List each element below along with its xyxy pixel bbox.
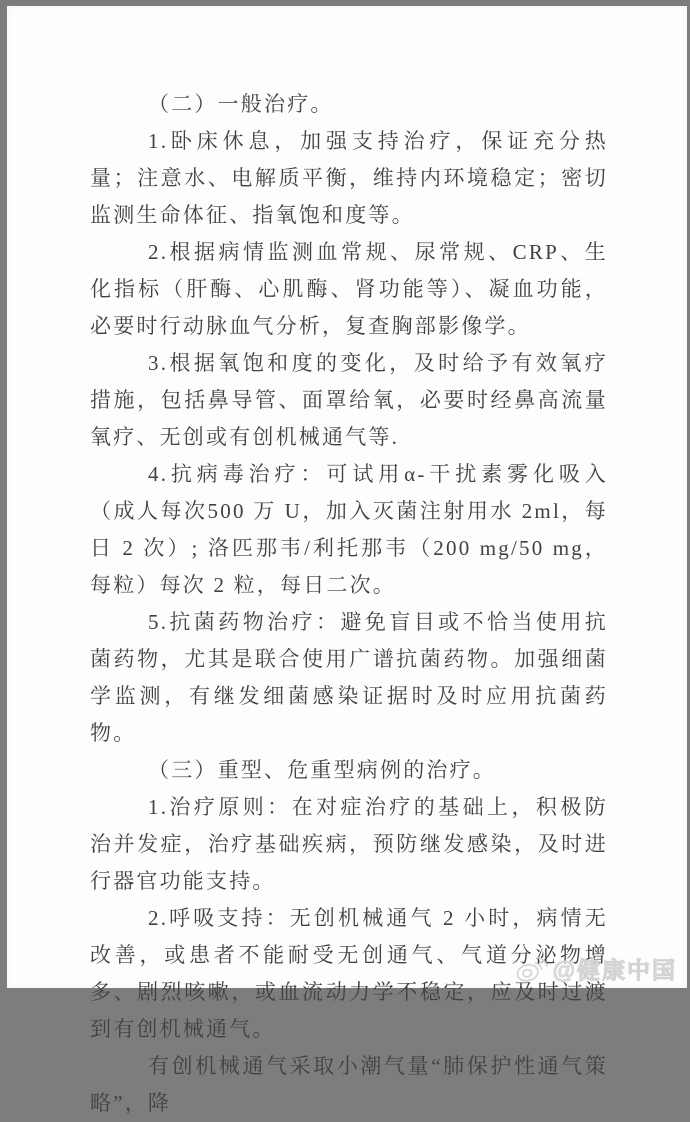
weibo-icon bbox=[515, 954, 549, 983]
doc-paragraph: 4.抗病毒治疗：可试用α-干扰素雾化吸入（成人每次500 万 U，加入灭菌注射用水 2ml，每日 2 次）; 洛匹那韦/利托那韦（200 mg/50 mg，每粒）每次 2 粒，每日二次。 bbox=[90, 462, 608, 597]
doc-paragraph: 2.呼吸支持：无创机械通气 2 小时，病情无改善，或患者不能耐受无创通气、气道分泌物增多、剧烈咳嗽，或血流动力学不稳定，应及时过渡到有创机械通气。 bbox=[90, 906, 608, 1041]
doc-paragraph: 1.治疗原则：在对症治疗的基础上，积极防治并发症，治疗基础疾病，预防继发感染，及时进行器官功能支持。 bbox=[90, 795, 608, 893]
doc-paragraph: 5.抗菌药物治疗：避免盲目或不恰当使用抗菌药物，尤其是联合使用广谱抗菌药物。加强细菌学监测，有继发细菌感染证据时及时应用抗菌药物。 bbox=[90, 610, 608, 745]
doc-paragraph: 1.卧床休息，加强支持治疗，保证充分热量；注意水、电解质平衡，维持内环境稳定；密切监测生命体征、指氧饱和度等。 bbox=[90, 129, 608, 227]
doc-paragraph: 有创机械通气采取小潮气量“肺保护性通气策略”，降 bbox=[90, 1054, 608, 1115]
watermark bbox=[515, 952, 677, 985]
doc-paragraph: 3.根据氧饱和度的变化，及时给予有效氧疗措施，包括鼻导管、面罩给氧，必要时经鼻高流量氧疗、无创或有创机械通气等. bbox=[90, 351, 608, 449]
document-page bbox=[7, 6, 687, 1115]
section-heading-general-treatment: （二）一般治疗。 bbox=[148, 92, 334, 116]
doc-paragraph: 2.根据病情监测血常规、尿常规、CRP、生化指标（肝酶、心肌酶、肾功能等）、凝血功能，必要时行动脉血气分析，复查胸部影像学。 bbox=[90, 240, 608, 338]
section-heading-severe-cases: （三）重型、危重型病例的治疗。 bbox=[148, 758, 496, 782]
watermark-text: @健康中国 bbox=[552, 957, 677, 983]
